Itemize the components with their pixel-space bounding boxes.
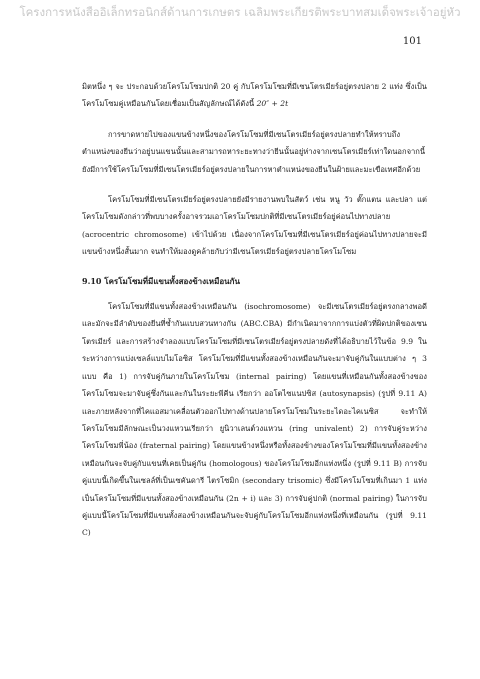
paragraph-gene-location: การขาดหายไปของแขนข้างหนึ่งของโครโมโซมที่มีเซนโตรเมียร์อยู่ตรงปลายทำให้ทราบถึงตำแหน่งของยีนว่าอยู่บนแขนนั้นและสามารถหาระยะทางว่ายีนนั้นอยู่ห่างจากเซนโตรเมียร์เท่าใดนอกจากนี้ยังมีการใช้โครโมโซมที่มีเซนโตรเมียร์อยู่ตรงปลายในการหาตำแหน่งของยีนในฝ้ายและมะเขือเทศอีกด้วย xyxy=(82,129,426,174)
paragraph-telocentric-animals: โครโมโซมที่มีเซนโตรเมียร์อยู่ตรงปลายยังมีรายงานพบในสัตว์ เช่น หนู วัว ตั๊กแตน และปลา แต่โครโมโซมดังกล่าวที่พบบางครั้งอาจรวมเอาโครโมโซมปกติที่มีเซนโตรเมียร์อยู่ค่อนไปทางปลาย (acrocentric chromosome) เข้าไปด้วย เนื่องจากโครโมโซมที่มีเซนโตรเมียร์อยู่ค่อนไปทางปลายจะมีแขนข้างหนึ่งสั้นมาก จนทำให้มองดูคล้ายกับว่ามีเซนโตรเมียร์อยู่ตรงปลายโครโมโซม xyxy=(82,195,427,257)
page-body xyxy=(82,78,427,542)
paragraph-isochromosome: โครโมโซมที่มีแขนทั้งสองข้างเหมือนกัน (isochromosome) จะมีเซนโตรเมียร์อยู่ตรงกลางพอดี และมักจะมีลำดับของยีนที่ซ้ำกันแบบสวนทางกัน (ABC.CBA) มีกำเนิดมาจากการแบ่งตัวที่ผิดปกติของเซนโตรเมียร์ และการสร้างจำลองแบบโครโมโซมที่มีเซนโตรเมียร์อยู่ตรงปลายดังที่ได้อธิบายไว้ในข้อ 9.9 ในระหว่างการแบ่งเซลล์แบบไมโอซิส โครโมโซมที่มีแขนทั้งสองข้างเหมือนกันจะมาจับคู่กันในแบบต่าง ๆ 3 แบบ คือ 1) การจับคู่กันภายในโครโมโซม (internal pairing) โดยแขนที่เหมือนกันทั้งสองข้างของโครโมโซมจะมาจับคู่ซึ่งกันและกันในระยะพีคีน เรียกว่า ออโตไซแนปซิส (autosynapsis) (รูปที่ 9.11 A) และภายหลังจากที่ไคแอสมาเคลื่อนตัวออกไปทางด้านปลายโครโมโซมในระยะไดอะไคเนซิส จะทำให้โครโมโซมมีลักษณะเป็นวงแหวนเรียกว่า ยูนิวาเลนต์วงแหวน (ring univalent) 2) การจับคู่ระหว่างโครโมโซมพี่น้อง (fraternal pairing) โดยแขนข้างหนึ่งหรือทั้งสองข้างของโครโมโซมที่มีแขนทั้งสองข้างเหมือนกันจะจับคู่กับแขนที่เคยเป็นคู่กัน (homologous) ของโครโมโซมอีกแท่งหนึ่ง (รูปที่ 9.11 B) การจับคู่แบบนี้เกิดขึ้นในเซลล์ที่เป็นเซคันดารี ไตรโซมิก (secondary trisomic) ซึ่งมีโครโมโซมที่เกินมา 1 แท่งเป็นโครโมโซมที่มีแขนทั้งสองข้างเหมือนกัน (2n + i) และ 3) การจับคู่ปกติ (normal pairing) ในการจับคู่แบบนี้โครโมโซมที่มีแขนทั้งสองข้างเหมือนกันจะจับคู่กับโครโมโซมอีกแท่งหนึ่งที่เหมือนกัน (รูปที่ 9.11 C) xyxy=(82,302,427,538)
watermark-header: โครงการหนังสืออิเล็กทรอนิกส์ด้านการเกษตร เฉลิมพระเกียรติพระบาทสมเด็จพระเจ้าอยู่หัว xyxy=(19,5,461,19)
paragraph-continuation xyxy=(82,78,427,113)
section-heading: 9.10 โครโมโซมที่มีแขนทั้งสองข้างเหมือนกัน xyxy=(82,275,240,286)
paragraph-text: มิตหนึ่ง ๆ จะ ประกอบด้วยโครโมโซมปกติ 20 คู่ กับโครโมโซมที่มีเซนโตรเมียร์อยู่ตรงปลาย 2 แท่ง ซึ่งเป็นโครโมโซมคู่เหมือนกันโดยเชื่อมเป็นสัญลักษณ์ได้ดังนี้ xyxy=(82,82,427,109)
chromosome-formula: 20″ + 2t xyxy=(256,99,289,109)
page-number: 101 xyxy=(402,36,422,47)
